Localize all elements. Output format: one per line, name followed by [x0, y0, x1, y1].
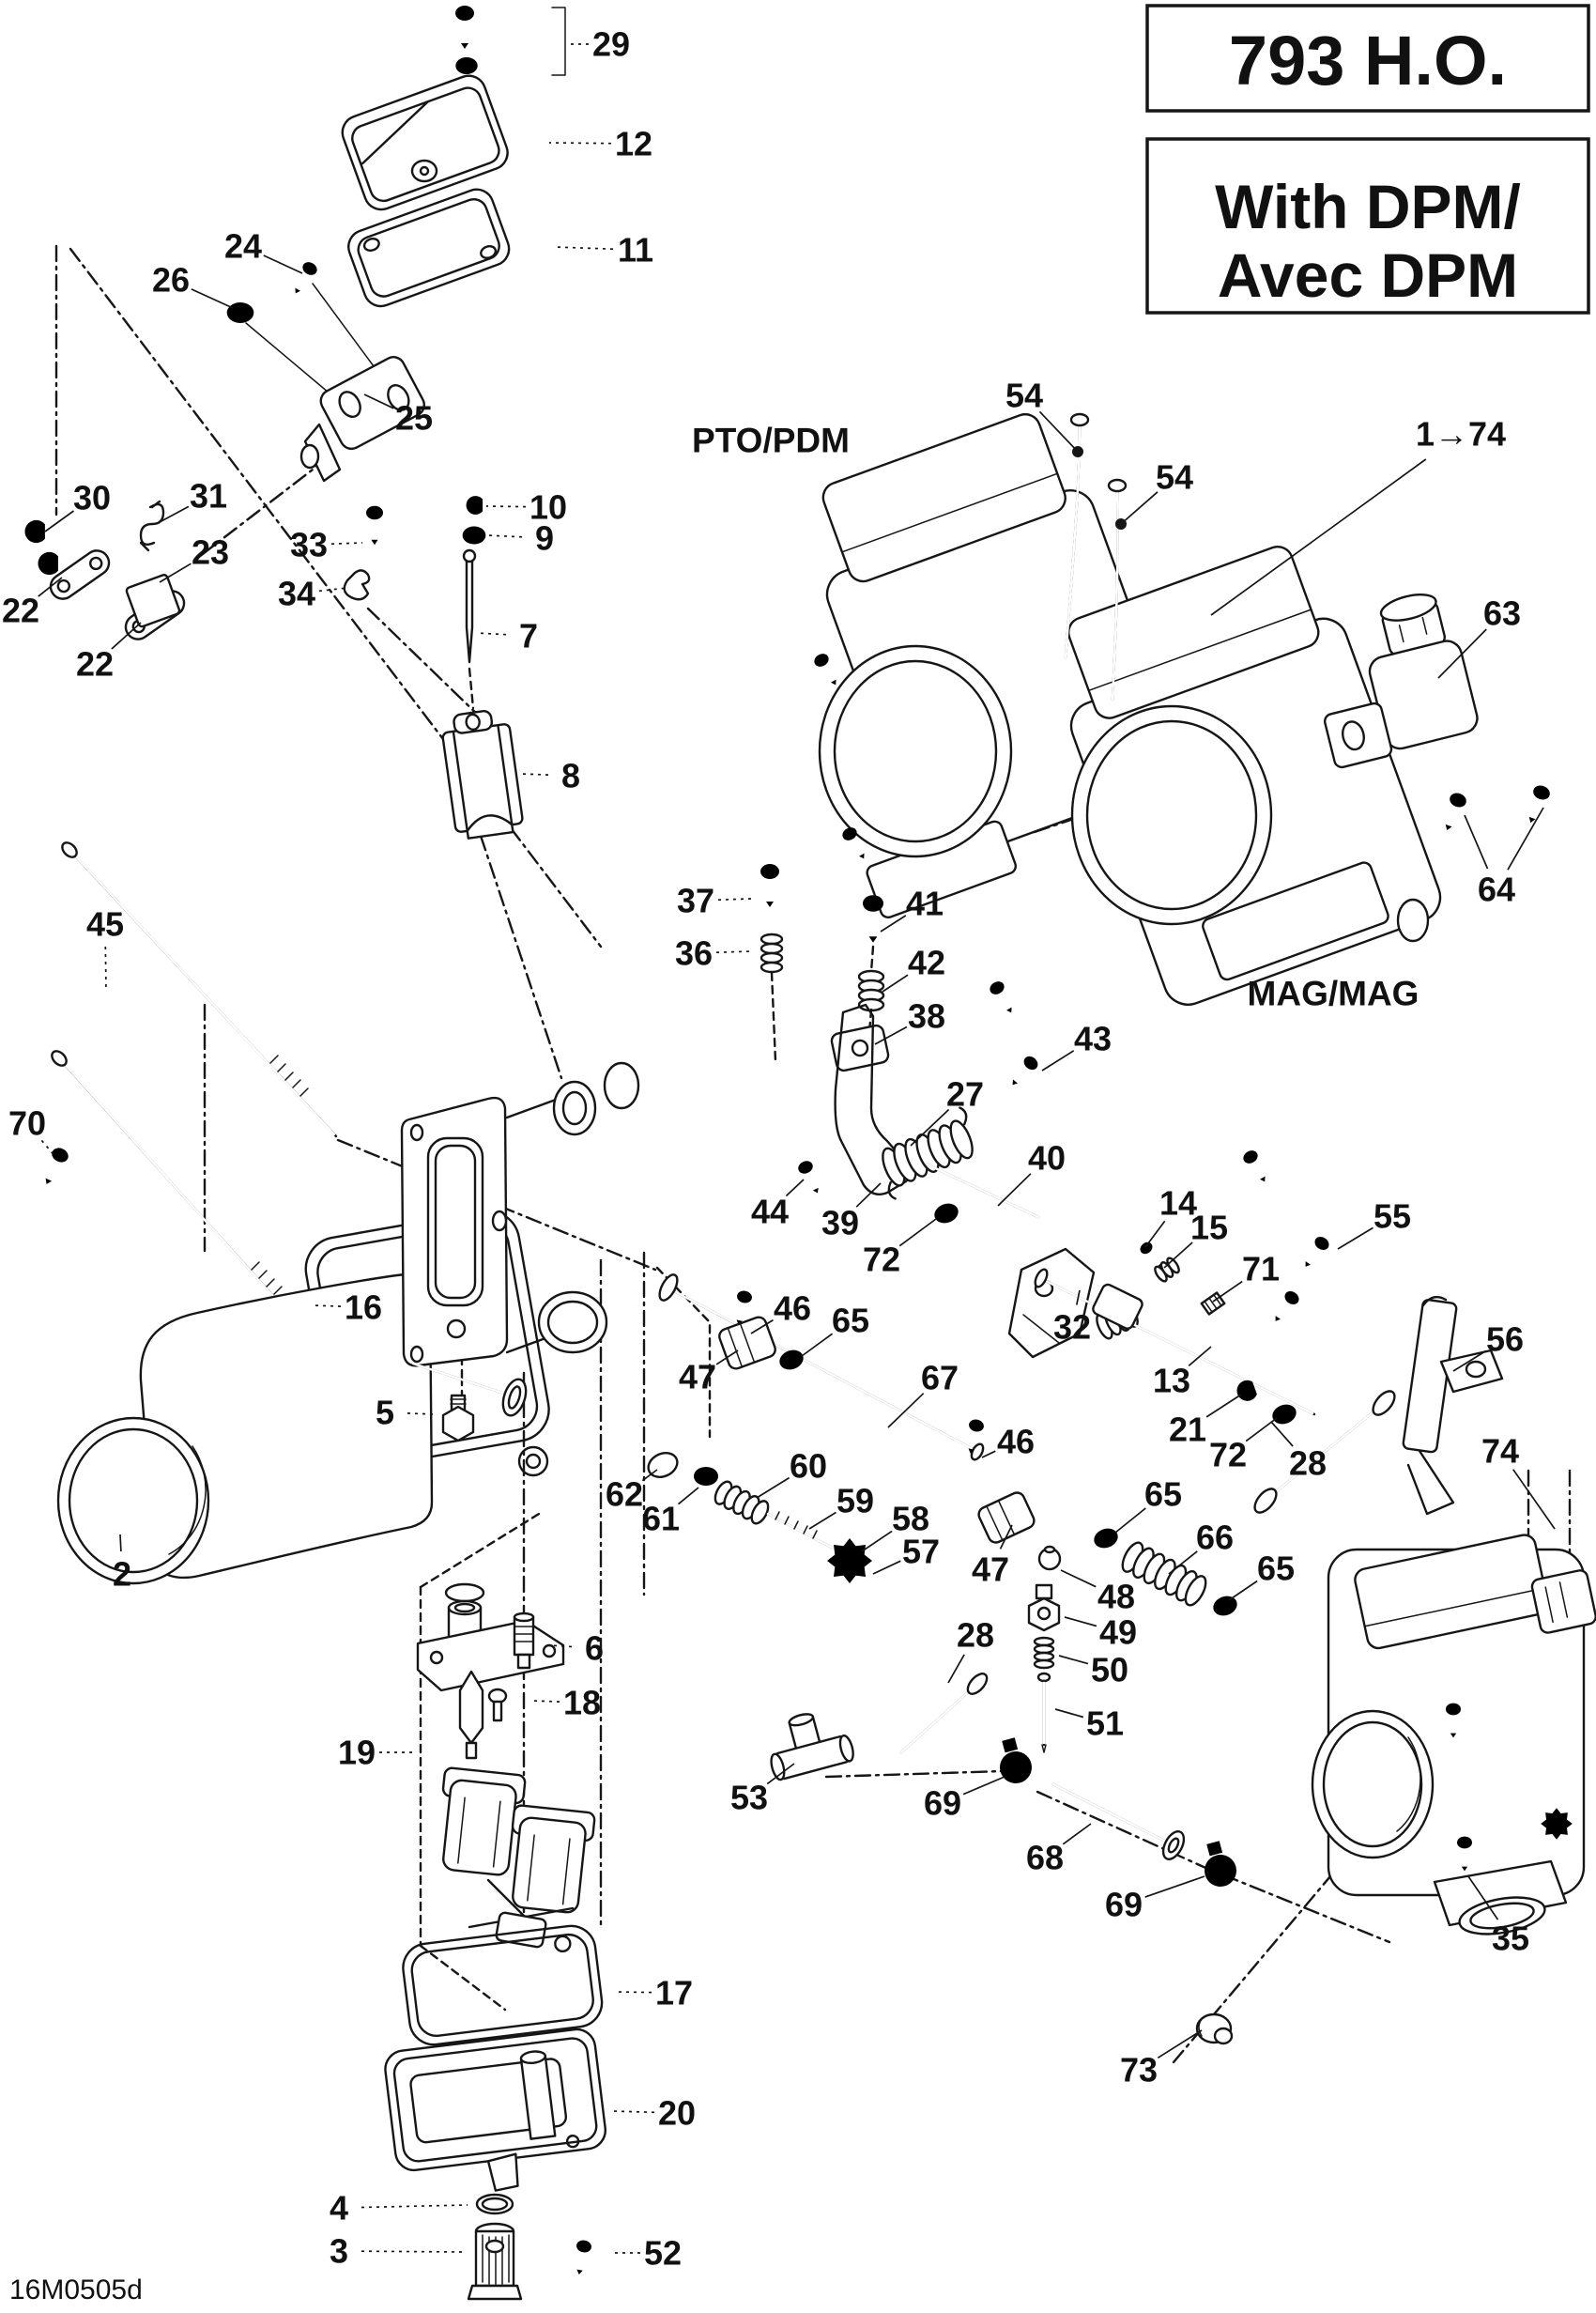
callout-72: 72: [1208, 1435, 1248, 1474]
callout-56: 56: [1485, 1319, 1525, 1359]
leader-line-10: [486, 506, 526, 507]
callout-37: 37: [676, 881, 715, 920]
callout-29: 29: [591, 24, 631, 64]
callout-45: 45: [85, 904, 125, 944]
callout-25: 25: [394, 398, 434, 438]
callout-65: 65: [1256, 1549, 1296, 1588]
callout-31: 31: [189, 476, 228, 516]
callout-35: 35: [1491, 1919, 1530, 1958]
leader-line-58: [862, 1531, 892, 1551]
float-assembly: [418, 1584, 595, 1948]
callout-49: 49: [1098, 1612, 1138, 1652]
leader-line-51: [1055, 1709, 1083, 1718]
leader-line-7: [476, 633, 506, 635]
leader-line-30: [45, 511, 74, 532]
callout-16: 16: [344, 1288, 383, 1327]
callout-38: 38: [907, 996, 946, 1036]
leader-lines: [38, 44, 1555, 2253]
callout-9: 9: [534, 518, 555, 558]
leader-line-14: [1145, 1221, 1165, 1247]
leader-line-45: [105, 947, 106, 991]
callout-43: 43: [1073, 1019, 1113, 1058]
leader-line-1→74: [1211, 459, 1426, 615]
leader-line-4: [361, 2205, 468, 2208]
callout-65: 65: [831, 1301, 870, 1340]
callout-58: 58: [891, 1499, 930, 1538]
callout-28: 28: [1288, 1443, 1327, 1483]
float-bowl-assembly: [383, 1923, 611, 2299]
leader-line-41: [881, 916, 906, 932]
callout-13: 13: [1152, 1361, 1191, 1400]
callout-50: 50: [1090, 1650, 1129, 1689]
leader-line-67: [888, 1394, 924, 1427]
callout-19: 19: [337, 1733, 376, 1772]
callout-6: 6: [584, 1628, 605, 1668]
callout-54: 54: [1005, 376, 1044, 415]
callout-26: 26: [151, 260, 191, 300]
line-art: [24, 6, 1596, 2299]
leader-line-9: [486, 535, 522, 537]
callout-4: 4: [329, 2188, 349, 2228]
callout-7: 7: [518, 616, 539, 655]
vent-cover-assembly: [338, 6, 565, 311]
filter-part-3: [468, 2224, 521, 2299]
callout-34: 34: [277, 574, 316, 613]
callout-36: 36: [674, 933, 714, 973]
callout-40: 40: [1027, 1138, 1067, 1178]
drawing-code: 16M0505d: [9, 2274, 143, 2305]
leader-line-18: [531, 1701, 560, 1702]
callout-66: 66: [1195, 1518, 1235, 1557]
callout-5: 5: [375, 1393, 395, 1432]
callout-53: 53: [729, 1778, 769, 1817]
leader-line-55: [1338, 1227, 1373, 1249]
spring-part-27: [869, 1106, 985, 1199]
callout-10: 10: [529, 487, 568, 527]
callout-46: 46: [996, 1422, 1036, 1461]
mag-carburetor-assembly: [1197, 1533, 1596, 2043]
callout-57: 57: [901, 1532, 941, 1571]
leader-line-17: [614, 1992, 652, 1993]
leader-line-72: [899, 1219, 936, 1246]
callout-33: 33: [289, 525, 329, 564]
leader-line-69: [1145, 1876, 1205, 1897]
callout-47: 47: [971, 1550, 1010, 1589]
callout-27: 27: [945, 1074, 985, 1114]
leader-line-36: [716, 951, 751, 952]
callout-12: 12: [614, 124, 653, 163]
callout-15: 15: [1189, 1208, 1229, 1247]
callout-64: 64: [1477, 870, 1516, 909]
leader-line-64: [1465, 815, 1488, 869]
callout-65: 65: [1143, 1474, 1183, 1514]
title-block: [1147, 6, 1588, 313]
leader-line-26: [192, 289, 233, 308]
leader-line-74: [1513, 1470, 1555, 1529]
callout-47: 47: [678, 1357, 717, 1396]
callout-14: 14: [1159, 1183, 1198, 1223]
callout-2: 2: [112, 1554, 132, 1594]
bowl-part-20: [383, 2028, 611, 2202]
jet-part-6: [514, 1613, 533, 1668]
callout-63: 63: [1482, 594, 1522, 633]
callout-74: 74: [1481, 1431, 1520, 1471]
callout-18: 18: [562, 1683, 602, 1722]
fuel-line-assembly: [760, 1704, 1239, 1890]
leader-line-65: [1115, 1508, 1145, 1533]
leader-line-12: [549, 143, 611, 144]
throttle-slide-assembly: [345, 496, 524, 840]
callout-42: 42: [907, 943, 946, 982]
leader-line-59: [809, 1513, 836, 1530]
section-label-mag: MAG/MAG: [1247, 974, 1420, 1013]
leader-line-23: [160, 563, 191, 582]
callout-11: 11: [617, 230, 654, 270]
leader-line-8: [520, 774, 548, 775]
t-fitting-part-53: [760, 1704, 855, 1781]
callout-23: 23: [191, 532, 230, 572]
leader-line-61: [679, 1488, 699, 1504]
callout-59: 59: [836, 1481, 875, 1520]
callout-67: 67: [920, 1358, 959, 1397]
leader-line-46: [982, 1451, 995, 1457]
callout-62: 62: [605, 1474, 644, 1514]
callout-3: 3: [329, 2231, 349, 2271]
callout-41: 41: [905, 884, 944, 923]
leader-line-37: [718, 899, 751, 900]
leader-line-54: [1121, 492, 1158, 524]
leader-line-57: [873, 1561, 900, 1574]
callout-28: 28: [956, 1615, 995, 1655]
slide-part-8: [440, 708, 525, 840]
leader-line-34: [319, 588, 347, 591]
callout-22: 22: [1, 591, 40, 630]
callout-22: 22: [75, 644, 115, 684]
variant-title-line2: Avec DPM: [1217, 240, 1519, 310]
callout-68: 68: [1025, 1838, 1065, 1877]
leader-line-65: [802, 1334, 833, 1356]
leader-line-64: [1508, 808, 1543, 870]
callout-20: 20: [657, 2093, 697, 2133]
callout-72: 72: [862, 1240, 901, 1279]
leader-line-2: [120, 1534, 121, 1551]
linkage-hardware-cluster: [24, 501, 189, 644]
leader-line-50: [1059, 1656, 1088, 1664]
plug-part-73: [1197, 2014, 1232, 2043]
callout-60: 60: [789, 1446, 828, 1486]
callout-46: 46: [773, 1288, 812, 1328]
leader-line-20: [612, 2111, 654, 2112]
leader-line-11: [554, 247, 613, 249]
nut-part-5: [443, 1396, 473, 1441]
section-label-pto: PTO/PDM: [692, 421, 850, 460]
leader-line-71: [1213, 1282, 1242, 1302]
callout-61: 61: [641, 1499, 681, 1538]
leader-line-72: [1246, 1418, 1277, 1442]
leader-line-33: [331, 543, 362, 544]
leader-line-40: [998, 1174, 1031, 1206]
leader-line-42: [882, 975, 908, 992]
leader-line-28: [948, 1655, 964, 1683]
callout-73: 73: [1119, 2050, 1159, 2089]
callout-51: 51: [1085, 1704, 1125, 1743]
callout-55: 55: [1373, 1196, 1412, 1236]
engine-carb-group-illustration: [790, 402, 1447, 1185]
leader-line-69: [963, 1777, 1005, 1795]
leader-line-49: [1065, 1617, 1097, 1627]
callout-32: 32: [1052, 1307, 1092, 1347]
callout-21: 21: [1168, 1410, 1207, 1449]
leader-line-13: [1189, 1347, 1211, 1365]
leader-line-3: [361, 2251, 462, 2252]
callout-17: 17: [654, 1973, 694, 2012]
callout-54: 54: [1155, 457, 1194, 497]
leader-line-43: [1042, 1051, 1074, 1071]
leader-line-21: [1206, 1395, 1241, 1417]
callout-52: 52: [643, 2233, 683, 2273]
leader-line-48: [1061, 1570, 1096, 1587]
callout-69: 69: [1104, 1885, 1143, 1924]
callout-48: 48: [1097, 1577, 1136, 1616]
leader-line-28: [1271, 1422, 1293, 1446]
callout-labels: [2, 25, 1529, 2273]
variant-title-line1: With DPM/: [1215, 172, 1521, 241]
callout-39: 39: [821, 1203, 860, 1242]
jet-part-49: [1029, 1585, 1059, 1630]
model-title: 793 H.O.: [1228, 22, 1508, 100]
callout-44: 44: [750, 1192, 790, 1231]
leader-line-60: [757, 1478, 790, 1498]
callout-1→74: 1→74: [1415, 414, 1507, 454]
callout-69: 69: [923, 1783, 962, 1823]
leader-line-24: [264, 255, 302, 273]
callout-8: 8: [560, 756, 581, 795]
leader-line-65: [1229, 1581, 1257, 1601]
leader-line-44: [786, 1180, 804, 1196]
leader-line-68: [1063, 1824, 1091, 1844]
callout-70: 70: [8, 1103, 47, 1143]
callout-24: 24: [223, 226, 263, 266]
callout-30: 30: [72, 478, 112, 517]
leader-line-15: [1164, 1242, 1192, 1268]
callout-71: 71: [1241, 1249, 1281, 1288]
